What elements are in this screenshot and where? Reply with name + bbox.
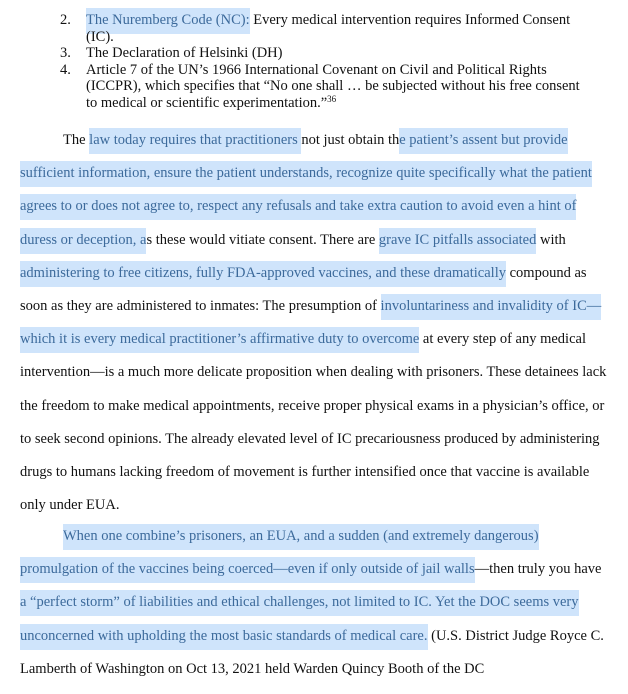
text-run: at every step of any medical intervention—is a much more delicate proposition when dealing with prisoners. These detainees lack the freedom to make medical appointments, receive proper physical exams in a physician’s office, or to seek second opinions. The already elevated level of IC precariousness produced by administering drugs to humans lacking freedom of movement is further intensified once that vaccine is available only under EUA. (20, 331, 607, 514)
list-item-body: Every medical intervention requires Informed Consent (IC). (86, 12, 571, 45)
numbered-list (60, 12, 590, 111)
list-item (60, 45, 590, 62)
highlight[interactable]: e patient’s assent but provide sufficient information, ensure the patient understands, recognize quite specifically what the patient agrees to or does not agree to, respect any refusals and take extra caution to avoid even a hint of duress or deception, a (20, 128, 592, 254)
highlight[interactable]: When one combine’s prisoners, an EUA, and a sudden (and extremely dangerous) promulgation of the vaccines being coerced—even if only outside of jail walls (20, 524, 539, 583)
highlight[interactable]: law today requires that practitioners (89, 128, 301, 154)
highlight[interactable]: The Nuremberg Code (NC): (86, 8, 250, 34)
list-item (60, 62, 590, 112)
paragraph-2 (20, 520, 610, 686)
highlight[interactable]: a “perfect storm” of liabilities and ethical challenges, not limited to IC. Yet the DOC seems very unconcerned with upholding the most basic standards of medical care. (20, 590, 579, 649)
list-number: 3. (60, 45, 71, 61)
text-run: The (63, 132, 90, 148)
footnote-ref[interactable]: 36 (327, 93, 337, 104)
list-number: 4. (60, 61, 71, 78)
list-item (60, 12, 590, 45)
text-run: —then truly you have (474, 561, 602, 578)
paragraph-1 (20, 124, 610, 522)
highlight[interactable]: administering to free citizens, fully FDA-approved vaccines, and these dramatically (20, 261, 506, 287)
text-run: compound as soon as they are administered to inmates: The presumption of (20, 264, 587, 315)
highlight[interactable]: involuntariness and invalidity of IC—which it is every medical practitioner’s affirmative duty to overcome (20, 294, 601, 353)
text-run: not just obtain th (301, 132, 400, 148)
text-run: with (536, 231, 566, 248)
list-number: 2. (60, 12, 71, 28)
list-item-text (86, 62, 590, 112)
list-item-body: The Declaration of Helsinki (DH) (86, 45, 283, 61)
list-item-text (86, 12, 590, 45)
text-run: (U.S. District Judge Royce C. Lamberth of Washington on Oct 13, 2021 held Warden Quincy Booth of the DC (20, 627, 604, 677)
list-item-body: Article 7 of the UN’s 1966 International Covenant on Civil and Political Rights (ICCPR), which specifies that “No one shall … be subjected without his free consent to medical or scientific experimentation.” (86, 61, 580, 111)
text-run: s these would vitiate consent. There are (146, 231, 379, 248)
highlight[interactable]: grave IC pitfalls associated (379, 228, 536, 254)
